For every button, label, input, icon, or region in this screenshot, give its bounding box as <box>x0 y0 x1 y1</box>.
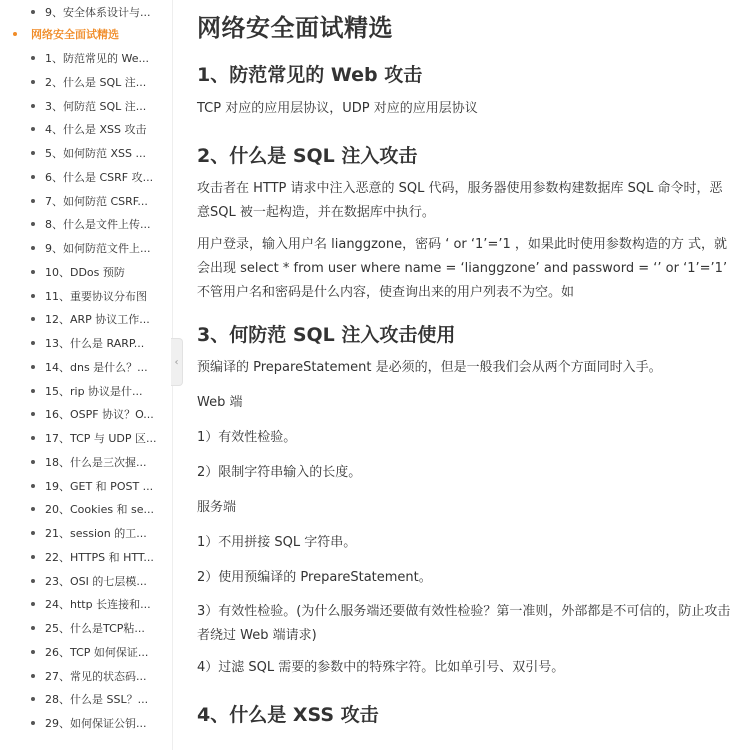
toc-item[interactable]: 9、如何防范文件上... <box>0 236 173 260</box>
toc-item[interactable]: 28、什么是 SSL？... <box>0 687 173 711</box>
bullet-icon <box>31 602 35 606</box>
section-heading-4: 4、什么是 XSS 攻击 <box>197 704 379 726</box>
article-content <box>197 0 735 750</box>
paragraph: 2）限制字符串输入的长度。 <box>197 465 362 480</box>
bullet-icon <box>31 507 35 511</box>
section-heading-2: 2、什么是 SQL 注入攻击 <box>197 145 418 167</box>
paragraph: 服务端 <box>197 500 237 515</box>
bullet-icon <box>31 127 35 131</box>
bullet-icon <box>31 579 35 583</box>
bullet-icon <box>31 436 35 440</box>
sidebar-collapse-handle[interactable] <box>171 338 183 386</box>
bullet-icon <box>31 412 35 416</box>
bullet-icon <box>31 674 35 678</box>
section-heading-3: 3、何防范 SQL 注入攻击使用 <box>197 324 456 346</box>
bullet-icon <box>31 80 35 84</box>
toc-item[interactable]: 13、什么是 RARP... <box>0 331 173 355</box>
bullet-icon <box>31 626 35 630</box>
toc-sidebar <box>0 0 173 750</box>
toc-item[interactable]: 17、TCP 与 UDP 区... <box>0 426 173 450</box>
bullet-icon <box>31 697 35 701</box>
toc-item[interactable]: 16、OSPF 协议？O... <box>0 402 173 426</box>
toc-item[interactable]: 29、如何保证公钥... <box>0 711 173 735</box>
bullet-icon <box>31 341 35 345</box>
toc-item[interactable]: 2、什么是 SQL 注... <box>0 70 173 94</box>
bullet-icon <box>31 531 35 535</box>
bullet-icon <box>31 175 35 179</box>
paragraph: Web 端 <box>197 395 243 410</box>
toc-item[interactable]: 21、session 的工... <box>0 521 173 545</box>
bullet-icon <box>13 32 17 36</box>
toc-item[interactable]: 1、防范常见的 We... <box>0 46 173 70</box>
paragraph: 1）有效性检验。 <box>197 430 297 445</box>
toc-item[interactable]: 15、rip 协议是什... <box>0 379 173 403</box>
toc-item[interactable]: 25、什么是TCP粘... <box>0 616 173 640</box>
toc-item[interactable]: 6、什么是 CSRF 攻... <box>0 165 173 189</box>
toc-item[interactable]: 26、TCP 如何保证... <box>0 640 173 664</box>
paragraph: 3）有效性检验。(为什么服务端还要做有效性检验？第一准则，外部都是不可信的，防止攻击者绕过 Web 端请求) <box>197 604 731 643</box>
toc-item[interactable]: 11、重要协议分布图 <box>0 284 173 308</box>
paragraph: 用户登录，输入用户名 lianggzone，密码 ‘ or ‘1’=’1 ，如果此时使用参数构造的方 式，就会出现 select * from user where name = ‘lianggzone’ and password = ‘’ or ‘1’=’1’ 不管用户名和密码是什么内容，使查询出来的用户列表不为空。如 <box>197 237 728 300</box>
toc-item[interactable]: 8、什么是文件上传... <box>0 212 173 236</box>
toc-item[interactable]: 12、ARP 协议工作... <box>0 307 173 331</box>
toc-item[interactable]: 19、GET 和 POST ... <box>0 474 173 498</box>
paragraph: 1）不用拼接 SQL 字符串。 <box>197 535 357 550</box>
bullet-icon <box>31 389 35 393</box>
bullet-icon <box>31 294 35 298</box>
toc-item[interactable]: 20、Cookies 和 se... <box>0 497 173 521</box>
bullet-icon <box>31 56 35 60</box>
bullet-icon <box>31 650 35 654</box>
bullet-icon <box>31 151 35 155</box>
bullet-icon <box>31 317 35 321</box>
paragraph: 攻击者在 HTTP 请求中注入恶意的 SQL 代码，服务器使用参数构建数据库 SQL 命令时，恶意SQL 被一起构造，并在数据库中执行。 <box>197 181 723 220</box>
toc-item[interactable]: 10、DDos 预防 <box>0 260 173 284</box>
page-title: 网络安全面试精选 <box>197 14 393 42</box>
toc-item[interactable]: 18、什么是三次握... <box>0 450 173 474</box>
bullet-icon <box>31 246 35 250</box>
toc-item[interactable]: 5、如何防范 XSS ... <box>0 141 173 165</box>
toc-item[interactable]: 9、安全体系设计与... <box>0 0 173 24</box>
chevron-left-icon: ‹ <box>174 356 179 368</box>
toc-item[interactable]: 27、常见的状态码... <box>0 664 173 688</box>
toc-item[interactable]: 3、何防范 SQL 注... <box>0 94 173 118</box>
paragraph: TCP 对应的应用层协议，UDP 对应的应用层协议 <box>197 101 478 116</box>
toc-item[interactable]: 22、HTTPS 和 HTT... <box>0 545 173 569</box>
toc-item[interactable]: 24、http 长连接和... <box>0 592 173 616</box>
bullet-icon <box>31 555 35 559</box>
toc-item[interactable]: 4、什么是 XSS 攻击 <box>0 117 173 141</box>
bullet-icon <box>31 270 35 274</box>
paragraph: 2）使用预编译的 PrepareStatement。 <box>197 570 432 585</box>
bullet-icon <box>31 721 35 725</box>
section-heading-1: 1、防范常见的 Web 攻击 <box>197 64 423 86</box>
bullet-icon <box>31 104 35 108</box>
bullet-icon <box>31 484 35 488</box>
toc-section-network-security[interactable]: 网络安全面试精选 <box>0 22 173 46</box>
bullet-icon <box>31 365 35 369</box>
paragraph: 4）过滤 SQL 需要的参数中的特殊字符。比如单引号、双引号。 <box>197 660 565 675</box>
bullet-icon <box>31 199 35 203</box>
toc-item[interactable]: 7、如何防范 CSRF... <box>0 189 173 213</box>
paragraph: 预编译的 PrepareStatement 是必须的，但是一般我们会从两个方面同时入手。 <box>197 360 662 375</box>
bullet-icon <box>31 460 35 464</box>
toc-item[interactable]: 14、dns 是什么？... <box>0 355 173 379</box>
toc-item[interactable]: 23、OSI 的七层模... <box>0 569 173 593</box>
bullet-icon <box>31 10 35 14</box>
bullet-icon <box>31 222 35 226</box>
